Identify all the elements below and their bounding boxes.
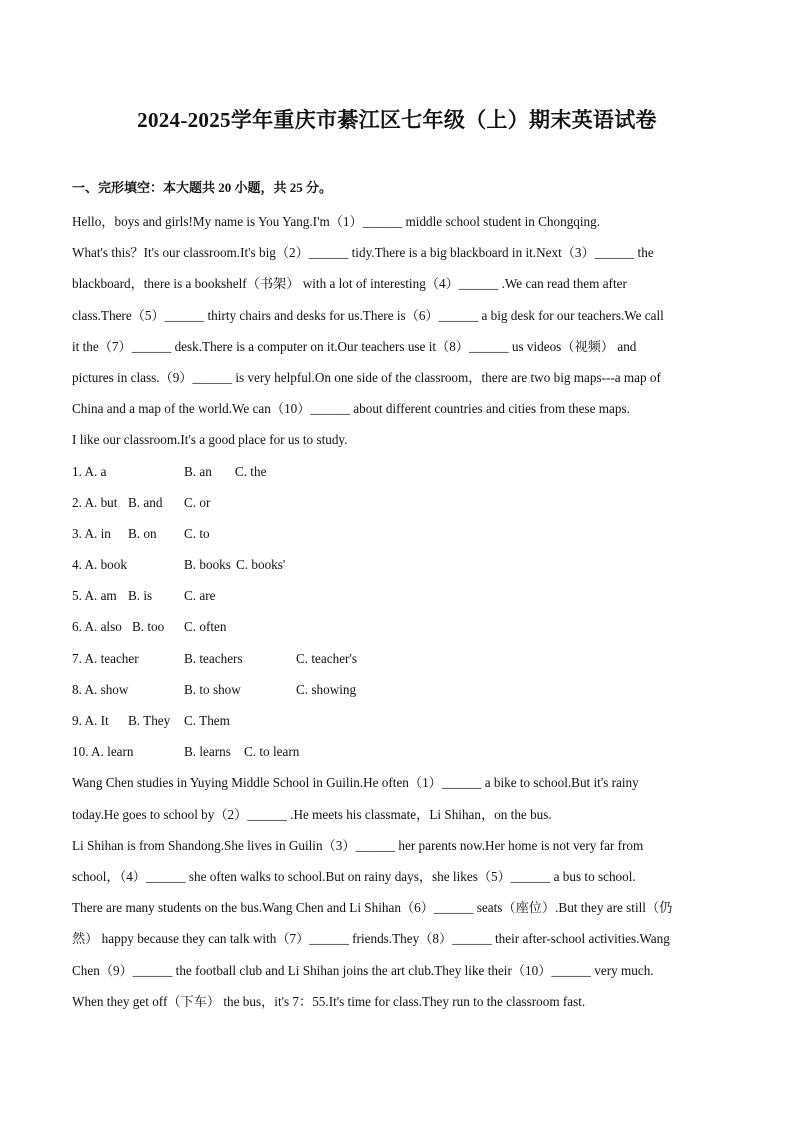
option-c: C. to learn <box>244 744 300 760</box>
passage-line: it the（7）______ desk.There is a computer on it.Our teachers use it（8）______ us videos（视频） and <box>72 338 637 354</box>
option-b: B. learns <box>184 744 231 760</box>
question-item <box>72 549 722 580</box>
passage-1 <box>72 206 722 456</box>
passage-line: 然） happy because they can talk with（7）______ friends.They（8）______ their after-school activities.Wang <box>72 931 670 947</box>
passage-line: I like our classroom.It's a good place for us to study. <box>72 432 348 448</box>
option-b: B. is <box>128 588 153 604</box>
passage-line: today.He goes to school by（2）______ .He meets his classmate，Li Shihan，on the bus. <box>72 806 552 822</box>
exam-content <box>72 206 722 1017</box>
option-a: 2. A. but <box>72 494 118 510</box>
option-b: B. books <box>184 557 231 573</box>
option-c: C. teacher's <box>296 650 357 666</box>
option-b: B. an <box>184 463 212 479</box>
section-heading: 一、完形填空：本大题共 20 小题，共 25 分。 <box>72 180 333 195</box>
option-b: B. They <box>128 713 171 728</box>
passage-line: pictures in class.（9）______ is very helpful.On one side of the classroom，there are two big maps---a map of <box>72 369 661 385</box>
option-a: 8. A. show <box>72 681 129 697</box>
question-item <box>72 580 722 611</box>
option-b: B. to show <box>184 681 241 697</box>
option-c: C. often <box>184 619 227 635</box>
option-c: C. or <box>184 494 211 510</box>
question-item <box>72 736 722 767</box>
passage-line: blackboard，there is a bookshelf（书架） with a lot of interesting（4）______ .We can read them after <box>72 276 627 292</box>
passage-line: Li Shihan is from Shandong.She lives in Guilin（3）______ her parents now.Her home is not very far from <box>72 837 644 853</box>
question-list <box>72 456 722 768</box>
page-title: 2024-2025学年重庆市綦江区七年级（上）期末英语试卷 <box>137 108 657 132</box>
option-c: C. are <box>184 588 216 604</box>
option-c: C. to <box>184 525 210 541</box>
question-item <box>72 611 722 642</box>
passage-line: What's this？It's our classroom.It's big（2）______ tidy.There is a big blackboard in it.Next（3）______ the <box>72 245 654 261</box>
question-item <box>72 518 722 549</box>
question-item <box>72 643 722 674</box>
passage-line: When they get off（下车） the bus，it's 7：55.It's time for class.They run to the classroom fast. <box>72 993 586 1009</box>
passage-line: There are many students on the bus.Wang Chen and Li Shihan（6）______ seats（座位）.But they are still（仍 <box>72 900 673 916</box>
question-item <box>72 456 722 487</box>
option-a: 10. A. learn <box>72 744 134 760</box>
option-b: B. too <box>132 619 165 635</box>
option-c: C. showing <box>296 681 357 697</box>
passage-line: class.There（5）______ thirty chairs and desks for us.There is（6）______ a big desk for our teachers.We call <box>72 307 664 323</box>
option-b: B. teachers <box>184 650 243 666</box>
question-item <box>72 674 722 705</box>
passage-2 <box>72 767 722 1017</box>
option-a: 4. A. book <box>72 557 127 573</box>
option-a: 3. A. in <box>72 525 111 541</box>
option-b: B. on <box>128 525 157 541</box>
option-c: C. Them <box>184 713 230 728</box>
option-a: 1. A. a <box>72 463 107 479</box>
option-c: C. the <box>234 463 267 479</box>
question-item <box>72 487 722 518</box>
option-a: 9. A. It <box>72 713 109 728</box>
passage-line: Hello，boys and girls!My name is You Yang.I'm（1）______ middle school student in Chongqing. <box>72 214 601 229</box>
question-item <box>72 705 722 736</box>
option-c: C. books' <box>236 557 286 573</box>
passage-line: school，（4）______ she often walks to school.But on rainy days，she likes（5）______ a bus to school. <box>72 868 636 884</box>
option-a: 6. A. also <box>72 619 122 635</box>
passage-line: Chen（9）______ the football club and Li Shihan joins the art club.They like their（10）______ very much. <box>72 962 654 978</box>
passage-line: China and a map of the world.We can（10）______ about different countries and cities from these maps. <box>72 401 630 417</box>
passage-line: Wang Chen studies in Yuying Middle School in Guilin.He often（1）______ a bike to school.But it's rainy <box>72 775 639 791</box>
option-b: B. and <box>128 494 163 510</box>
option-a: 7. A. teacher <box>72 650 139 666</box>
option-a: 5. A. am <box>72 588 117 604</box>
